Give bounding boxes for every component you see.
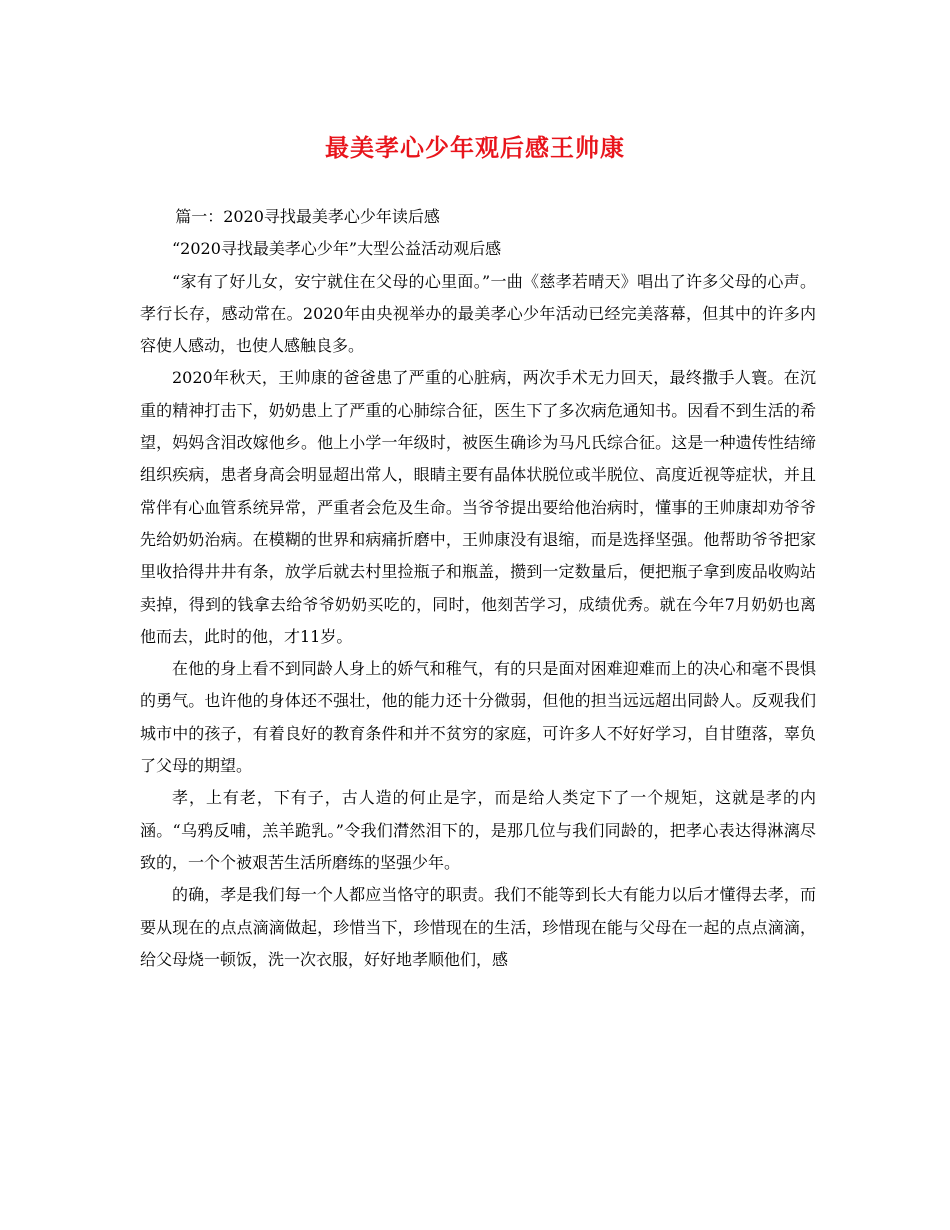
paragraph: 在他的身上看不到同龄人身上的娇气和稚气，有的只是面对困难迎难而上的决心和毫不畏惧的勇气。也许他的身体还不强壮，他的能力还十分微弱，但他的担当远远超出同龄人。反观我们城市中的孩子，有着良好的教育条件和并不贫穷的家庭，可许多人不好好学习，自甘堕落，辜负了父母的期望。 <box>140 659 816 776</box>
paragraph: “家有了好儿女，安宁就住在父母的心里面。”一曲《慈孝若晴天》唱出了许多父母的心声。孝行长存，感动常在。2020年由央视举办的最美孝心少年活动已经完美落幕，但其中的许多内容使人感动，也使人感触良多。 <box>140 271 816 356</box>
paragraph: 2020年秋天，王帅康的爸爸患了严重的心脏病，两次手术无力回天，最终撒手人寰。在沉重的精神打击下，奶奶患上了严重的心肺综合征，医生下了多次病危通知书。因看不到生活的希望，妈妈含泪改嫁他乡。他上小学一年级时，被医生确诊为马凡氏综合征。这是一种遗传性结缔组织疾病，患者身高会明显超出常人，眼睛主要有晶体状脱位或半脱位、高度近视等症状，并且常伴有心血管系统异常，严重者会危及生命。当爷爷提出要给他治病时，懂事的王帅康却劝爷爷先给奶奶治病。在模糊的世界和病痛折磨中，王帅康没有退缩，而是选择坚强。他帮助爷爷把家里收拾得井井有条，放学后就去村里捡瓶子和瓶盖，攒到一定数量后，便把瓶子拿到废品收购站卖掉，得到的钱拿去给爷爷奶奶买吃的，同时，他刻苦学习，成绩优秀。就在今年7月奶奶也离他而去，此时的他，才11岁。 <box>140 368 816 646</box>
section-heading: 篇一：2020寻找最美孝心少年读后感 <box>175 207 440 226</box>
paragraph: 的确，孝是我们每一个人都应当恪守的职责。我们不能等到长大有能力以后才懂得去孝，而要从现在的点点滴滴做起，珍惜当下，珍惜现在的生活，珍惜现在能与父母在一起的点点滴滴，给父母烧一顿饭，洗一次衣服，好好地孝顺他们，感 <box>140 885 816 969</box>
paragraph: 孝，上有老，下有子，古人造的何止是字，而是给人类定下了一个规矩，这就是孝的内涵。“乌鸦反哺，羔羊跪乳。”令我们潸然泪下的，是那几位与我们同龄的，把孝心表达得淋漓尽致的，一个个被艰苦生活所磨练的坚强少年。 <box>140 788 816 872</box>
document-body <box>140 201 816 976</box>
subheading: “2020寻找最美孝心少年”大型公益活动观后感 <box>172 239 502 259</box>
document-title: 最美孝心少年观后感王帅康 <box>325 133 625 162</box>
